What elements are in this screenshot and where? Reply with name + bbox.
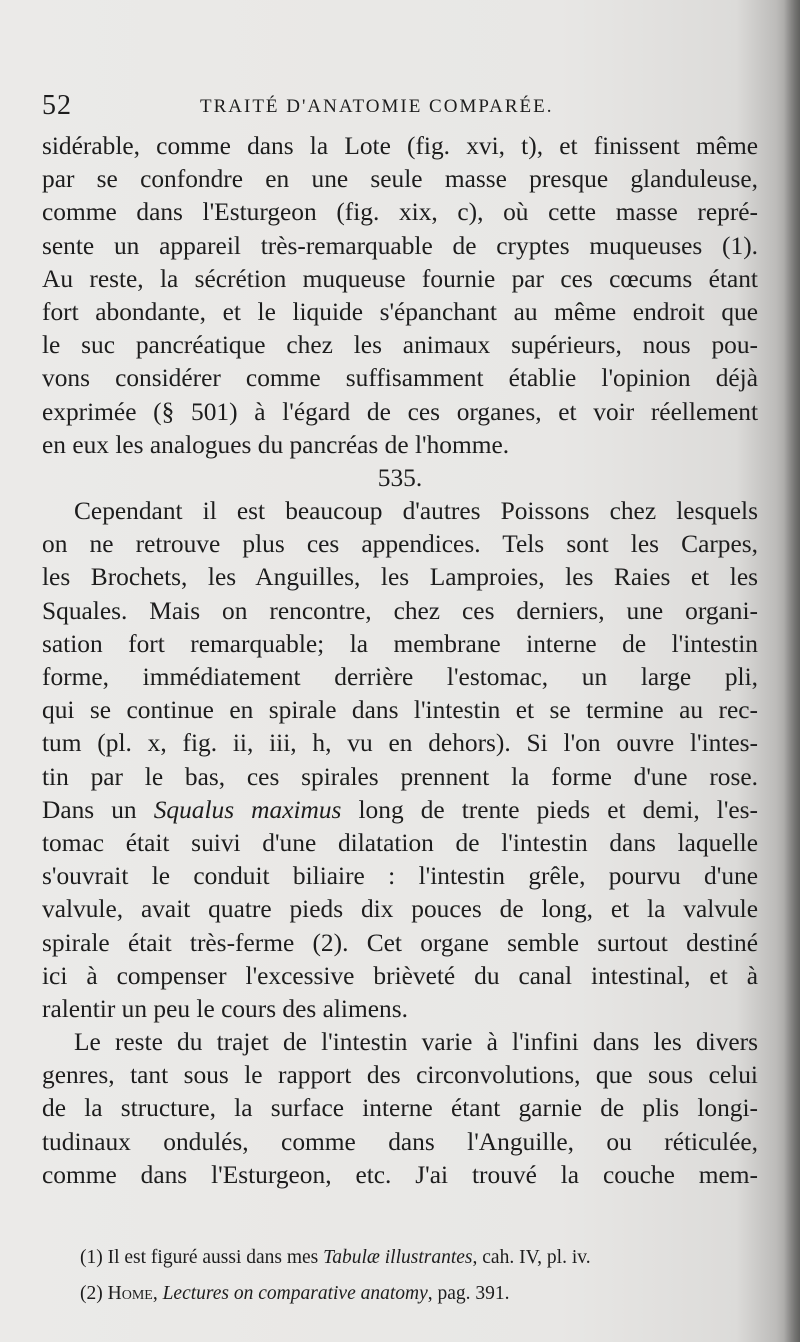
footnote-text: (2) [80,1283,103,1304]
text-line: ici à compenser l'excessive brièveté du canal intestinal, et à [42,961,758,990]
text-line: en eux les analogues du pancréas de l'homme. [42,430,510,459]
footnote-title: Tabulæ illustrantes [323,1247,473,1268]
text-line: sente un appareil très-remarquable de cryptes muqueuses (1). [42,231,758,260]
text-segment: Dans un [42,795,137,824]
footnote-text: , cah. IV, pl. iv. [472,1247,591,1268]
footnote-author: Home [107,1283,153,1304]
text-line: comme dans l'Esturgeon, etc. J'ai trouvé la couche mem- [42,1160,758,1189]
text-line: valvule, avait quatre pieds dix pouces de long, et la valvule [42,895,758,924]
page-header [42,90,762,130]
page-number: 52 [42,90,72,121]
body-text [42,130,758,1192]
footnote-2: (2) Home, Lectures on comparative anatomy, pag. 391. [80,1283,510,1304]
text-line: sation fort remarquable; la membrane interne de l'intestin [42,629,758,658]
text-line: de la structure, la surface interne étant garnie de plis longi- [42,1094,758,1123]
text-line: le suc pancréatique chez les animaux supérieurs, nous pou- [42,331,758,360]
section-number: 535. [377,463,423,492]
text-line: genres, tant sous le rapport des circonvolutions, que sous celui [42,1061,758,1090]
text-line: les Brochets, les Anguilles, les Lamproies, les Raies et les [42,563,758,592]
text-line: tin par le bas, ces spirales prennent la forme d'une rose. [42,762,758,791]
text-line: forme, immédiatement derrière l'estomac, un large pli, [42,663,758,691]
footnote-text: , pag. 391. [427,1283,510,1304]
text-line: Au reste, la sécrétion muqueuse fournie par ces cœcums étant [42,264,758,293]
text-line: Le reste du trajet de l'intestin varie à l'infini dans les divers [74,1028,758,1057]
text-line: tum (pl. x, fig. ii, iii, h, vu en dehors). Si l'on ouvre l'intes- [42,729,758,758]
text-line: qui se continue en spirale dans l'intestin et se termine au rec- [42,696,758,725]
text-line: on ne retrouve plus ces appendices. Tels sont les Carpes, [42,530,758,559]
text-line: s'ouvrait le conduit biliaire : l'intestin grêle, pourvu d'une [42,862,758,891]
text-line: sidérable, comme dans la Lote (fig. xvi, t), et finissent même [42,132,758,160]
footnote-1 [80,1240,720,1276]
footnotes [80,1240,720,1312]
text-line: ralentir un peu le cours des alimens. [42,994,408,1023]
text-line: comme dans l'Esturgeon (fig. xix, c), où cette masse repré- [42,198,758,227]
footnote-text: (1) Il est figuré aussi dans mes [80,1247,319,1268]
text-line: vons considérer comme suffisamment établie l'opinion déjà [42,364,758,393]
text-line: par se confondre en une seule masse presque glanduleuse, [42,165,758,194]
text-segment: long de trente pieds et demi, l'es- [358,795,758,824]
footnote-title: Lectures on comparative anatomy [162,1283,428,1304]
text-line: fort abondante, et le liquide s'épanchant au même endroit que [42,297,758,326]
text-line: spirale était très-ferme (2). Cet organe semble surtout destiné [42,928,758,957]
species-name: Squalus maximus [153,795,342,824]
text-line: exprimée (§ 501) à l'égard de ces organes, et voir réellement [42,397,758,426]
text-line: tomac était suivi d'une dilatation de l'intestin dans laquelle [42,828,758,857]
text-line: Squales. Mais on rencontre, chez ces derniers, une organi- [42,596,758,625]
page-gutter-shadow [784,0,800,1342]
running-title: TRAITÉ D'ANATOMIE COMPARÉE. [200,96,554,117]
text-line: tudinaux ondulés, comme dans l'Anguille, ou réticulée, [42,1127,758,1156]
text-line: Cependant il est beaucoup d'autres Poissons chez lesquels [74,497,758,526]
text-line-mixed [42,794,758,827]
